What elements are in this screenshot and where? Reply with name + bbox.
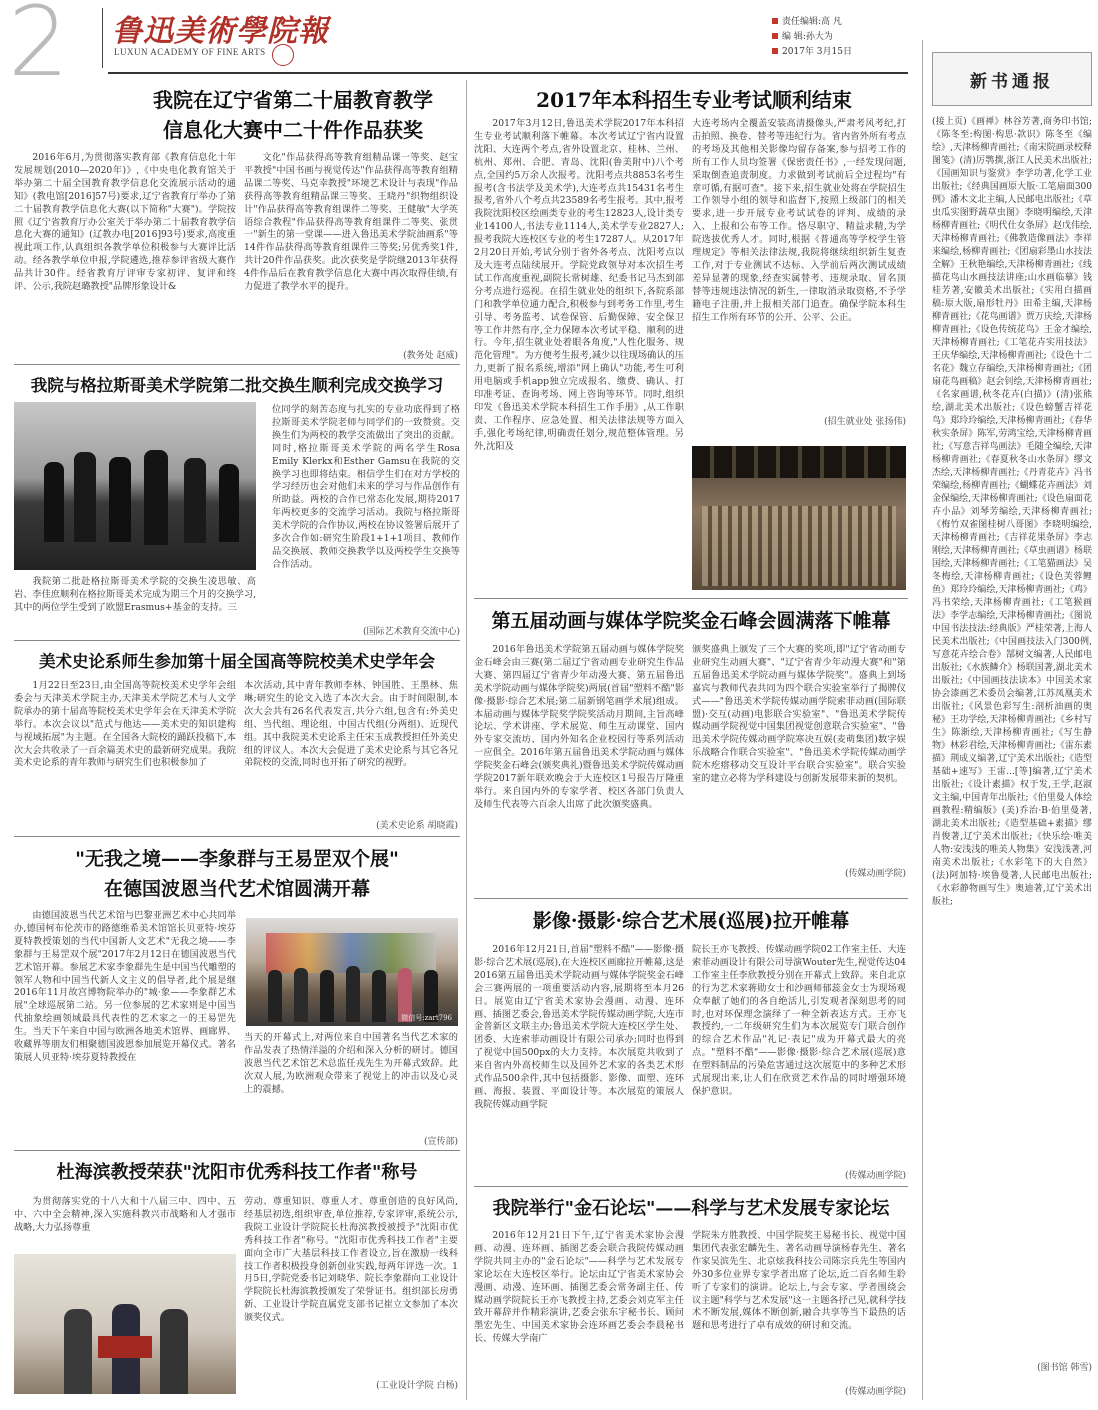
article9-byline: (传媒动画学院) xyxy=(844,1387,906,1397)
article4-col1: 1月22日至23日,由全国高等院校美术史学年会组委会与天津美术学院主办,天津美术学院艺术与人文学院承办的第十届高等院校美术史学年会在天津美术学院举行。本次会议以"范式与他达——美术史的知识建构与视域拓展"为主题。在全国各大院校的踊跃投稿下,本次大会共收录了一百余篇美术史的最新研究成果。我院美术史论系的青年教师与研究生们也积极参加了 xyxy=(14,680,236,769)
article6-title-line1: "无我之境——李象群与王易罡双个展" xyxy=(75,848,399,870)
article3-col1: 我院第二批赴格拉斯哥美术学院的交换生凌思敏、高岩、李佳庶顺利在格拉斯哥美术完成为期三个月的交换学习,其中的两位学生受到了欧盟Erasmus+基金的支持。三 xyxy=(14,576,256,613)
masthead-divider-vertical xyxy=(102,8,103,68)
school-seal xyxy=(272,44,294,66)
page-number: 2 xyxy=(8,0,70,98)
sidebar-title: 新书通报 xyxy=(970,71,1054,92)
paper-title: 鲁迅美術學院報 xyxy=(112,14,329,49)
sidebar-divider xyxy=(922,40,923,1400)
sidebar-byline: (图书馆 韩雪) xyxy=(1037,1363,1092,1373)
article2-title: 2017年本科招生专业考试顺利结束 xyxy=(536,88,852,112)
article9-col1: 2016年12月21日下午,辽宁省美术家协会漫画、动漫、连环画、插图艺委会联合我院传媒动画学院共同主办的"金石论坛"——科学与艺术发展专家论坛在大连校区举行。论坛由辽宁省美术家协会漫画、动漫、连环画、插图艺委会常务副主任、传媒动画学院院长王亦飞教授主持,艺委会刘克军主任致开幕辞并作精彩演讲,艺委会张东宇秘书长、顾问墨宏先生、中国美术家协会连环画艺委会李晨秘书长、传媒大学南广 xyxy=(474,1230,684,1345)
divider-a4-a6 xyxy=(14,836,460,837)
article2-col1: 2017年3月12日,鲁迅美术学院2017年本科招生专业考试顺利落下帷幕。本次考试辽宁省内设置沈阳、大连两个考点,省外设置北京、桂林、兰州、杭州、郑州、合肥、青岛、沈阳(鲁美附中)八个考点,全国约5万余人次报考。沈阳考点共8853名考生报考(含书法学及美术学),大连考点共15431名考生报考,省外八个考点共23589名考生报考。其中,报考我院沈阳校区绘画类专业的考生12823人,设计类专业14100人,书法专业1114人,美术学专业2827人;报考我院大连校区专业的考生17287人。从2017年2月20日开始,考试分别于省外各考点、沈阳考点以及大连考点陆续展开。学院党政领导对本次招生考试工作高度重视,副院长常树雄、纪委书记马杰到部分考点进行巡视。在招生就业处的组织下,各院系部门和教学单位通力配合,积极参与到考务工作里,考生引导、考务监考、试卷保管、后勤保障、安全保卫等工作井然有序,全力保障本次考试平稳、顺利的进行。今年,招生就业处着眼各角度,"人性化服务、规范化管理"。为方便考生报考,减少以往现场确认的压力,更新了报名系统,增添"网上确认"功能,考生可利用电脑或手机app独立完成报名、缴费、确认、打印准考证、查询考场、网上咨询等环节。同时,组织印发《鲁迅美术学院本科招生工作手册》,从工作职责、工作程序、应急处置、相关法律法规等方面入手,强化考场纪律,明确责任划分,规范整体管理。另外,沈阳及 xyxy=(474,118,684,452)
exhibition-opening-photo xyxy=(246,918,458,1026)
masthead-rule xyxy=(108,72,908,74)
article7-title: 影像·摄影·综合艺术展(巡展)拉开帷幕 xyxy=(532,910,850,932)
article8-col1: 为贯彻落实党的十八大和十八届三中、四中、五中、六中全会精神,深入实施科教兴市战略和人才强市战略,大力弘扬尊重 xyxy=(14,1196,236,1233)
divider-a6-a8 xyxy=(14,1150,460,1151)
exchange-students-photo xyxy=(14,402,256,570)
article1-title-line1: 我院在辽宁省第二十届教育教学 xyxy=(153,88,433,112)
article6-byline: (宣传部) xyxy=(423,1137,458,1147)
article7-byline: (传媒动画学院) xyxy=(844,1171,906,1181)
article1-col1: 2016年6月,为贯彻落实教育部《教育信息化十年发展规划(2010—2020年)》,《中央电化教育馆关于举办第二十届全国教育教学信息化交流展示活动的通知》(教电馆[2016]57号)要求,辽宁省教育厅举办了第二十届教育教学信息化大赛(以下简称"大赛")。学院按照《辽宁省教育厅办公室关于举办第二十届教育教学信息化大赛的通知》(辽教办电[2016]93号)要求,高度重视此项工作,认真组织各教学单位积极参与大赛评比活动。经各教学单位申报,学院遴选,推荐参评省级大赛作品共计30件。经省教育厅评审专家初评、复评和终评、公示,我院赵璐教授"品牌形象设计& xyxy=(14,152,236,293)
divider-a5-a7 xyxy=(474,898,908,899)
article5-title: 第五届动画与媒体学院奖金石峰会圆满落下帷幕 xyxy=(491,610,891,632)
article4-title: 美术史论系师生参加第十届全国高等院校美术史学年会 xyxy=(39,652,435,671)
article2-byline: (招生就业处 张扬伟) xyxy=(824,417,906,427)
article3-col2: 位同学的刻苦态度与扎实的专业功底得到了格拉斯哥美术学院老师与同学们的一致赞赏。交换生们为两校的教学交流做出了突出的贡献。同时,格拉斯哥美术学院的两名学生Rosa Emily Klerkx和Esther Gamsu在我院的交换学习也即将结束。相信学生们在对方学校的学习经历也会对他们未来的学习与作品创作有所助益。两校的合作已常态化发展,期待2017年两校更多的交流学习活动。我院与格拉斯哥美术学院的合作协议,两校在协议签署后展开了多次合作如:研究生阶段1+1+1项目、教师作品交换展、教师交换教学以及两校学生交换等合作活动。 xyxy=(272,404,460,570)
editor-line-1: 责任编辑:高 凡 xyxy=(772,14,842,27)
divider-a7-a9 xyxy=(474,1186,908,1187)
article5-col1: 2016年鲁迅美术学院第五届动画与媒体学院奖金石峰会由三赛(第二届辽宁省动画专业研究生作品大赛、第四届辽宁省青少年动漫大赛、第五届鲁迅美术学院动画与媒体学院奖)两展(首届"塑料不酷"影像·摄影·综合艺术展;第二届新钢笔画学术展)组成。本届动画与媒体学院奖学院奖活动月期间,主旨高峰论坛、学术讲座、学术展览、师生互动课堂、国内外专家交流坊、国内外知名企业校园行等系列活动一应俱全。2016年第五届鲁迅美术学院动画与媒体学院奖金石峰会(颁奖典礼)暨鲁迅美术学院传媒动画学院2017新年联欢晚会于大连校区1号报告厅隆重举行。来自国内外的专家学者、校区各部门负责人及师生代表等六百余人出席了此次颁奖盛典。 xyxy=(474,644,684,810)
article6-col2: 当天的开幕式上,对两位来自中国著名当代艺术家的作品发表了热情洋溢的介绍和深入分析的研讨。德国波恩当代艺术馆艺术总监任戎先生为开幕式致辞。此次双人展,为欧洲观众带来了视觉上的冲击以及心灵上的震撼。 xyxy=(244,1032,458,1095)
exam-hall-photo xyxy=(692,446,906,590)
article7-col2: 院长王亦飞教授、传媒动画学院02工作室主任、大连索菲动画设计有限公司导演Wouter先生,视觉传达04工作室主任李欣教授分别在开幕式上致辞。来自北京的行为艺术家蒋勋女士和沙画师郁蕊金女士为现场观众奉献了她们的各自绝活儿,引发观者深刻思考的同时,也对环保理念演绎了一种全新表达方式。王亦飞教授约,一二年级研究生们为本次展览专门联合创作的综合艺术作品"礼记·表记"成为开幕式最大的亮点。"塑料不酷"——影像·摄影·综合艺术展(巡展)意在塑料制品的污染危害通过这次展览中的多种艺术形式展现出来,让人们在欣赏艺术作品的同时增强环境保护意识。 xyxy=(692,944,906,1097)
article4-byline: (美术史论系 胡晓霞) xyxy=(376,821,458,831)
sidebar-book-list: (接上页)《画禅》林谷芳著,商务印书馆;《陈冬至:构图·构思·款识》陈冬至《编绘》,天津杨柳青画社;《南宋院画录校释图笺》(清)厉鹗撰,浙江人民美术出版社;《国画知识与鉴赏》李学功著,化学工业出版社;《经典国画原大版·工笔扇面300例》潘木文北主编,人民邮电出版社;《草虫瓜实图野蔬草虫图》李晓明编绘,天津杨柳青画社;《明代仕女条屏》赵戊伟绘,天津杨柳青画社;《佛教造像画法》李祥来编绘,杨柳青画社;《团扇彩墨山水技法全解》王秋艳编绘,天津杨柳青画社;《线描花鸟山水画技法讲座;山水画临摹》钱桂芳著,安徽美术出版社;《实用白描画稿:原大版,扇形牡丹》田希主编,天津杨柳青画社;《花鸟画谱》贾万庆绘,天津杨柳青画社;《设色传统花鸟》王金才编绘,天津杨柳青画社;《工笔花卉实用技法》王庆华编绘,天津杨柳青画社;《设色十二名花》魏立存编绘,天津杨柳青画社;《团扇花鸟画稿》赵会钊绘,天津杨柳青画社;《名家画谱,秋冬花卉(白描)》(清)张熊绘,湖北美术出版社;《设色螃蟹吉祥花鸟》郑玲玲编绘,天津杨柳青画社;《春华秋实条屏》陈军,劳鸿宝绘,天津杨柳青画社;《写意吉祥鸟画法》毛随全编绘,天津杨柳青画社;《春夏秋冬山水条屏》缪文杰绘,天津杨柳青画社;《丹青花卉》冯书荣编绘,杨柳青画社;《蝴蝶花卉画法》刘金保编绘,天津杨柳青画社;《设色扇面花卉小品》刘琴芳编绘,天津杨柳青画社;《梅竹双雀图桂树八哥图》李晓明编绘,天津杨柳青画社;《吉祥花果条屏》李志刚绘,天津杨柳青画社;《草虫画谱》杨联国绘,天津杨柳青画社;《工笔猫画法》吴冬梅绘,天津杨柳青画社;《设色芙蓉鲤鱼》郑玲玲编绘,天津杨柳青画社;《鸡》冯书荣绘,天津杨柳青画社;《工笔猴画法》李学志编绘,天津杨柳青画社;《图说中国书法技法:经典版》严桂荣著,上海人民美术出版社;《中国画技法入门300例,写意花卉绘合卷》郜树文编著,人民邮电出版社;《水族鳞介》杨联国著,湖北美术出版社;《中国画技法读本》中国美术家协会漆画艺术委员会编著,江苏凤凰美术出版社;《风景色彩写生:剖析油画的奥秘》王功学绘,天津杨柳青画社;《乡村写生》陈渐绘,天津杨柳青画社;《写生静物》林彩君绘,天津杨柳青画社;《雷东素描》荆成义编著,辽宁美术出版社;《造型基础+速写》王雷...[等]编著,辽宁美术出版社;《设计素描》权于发,王学,赵淑文主编,中国青年出版社;《伯里曼人体绘画教程:精编版》(美)乔治·B·伯里曼著,湖北美术出版社;《造型基础+素描》缪肖俊著,辽宁美术出版社;《快乐绘·唯美人物:安浅浅的唯美人物集》安浅浅著,河南美术出版社;《水彩笔下的大自然》(法)阿加特·埃鲁曼著,人民邮电出版社;《水彩静物画写生》奥迪著,辽宁美术出版社; xyxy=(932,117,1092,907)
sidebar-title-box xyxy=(932,52,1092,106)
award-ceremony-photo xyxy=(14,1254,236,1394)
article8-byline: (工业设计学院 白杨) xyxy=(376,1381,458,1391)
article5-col2: 颁奖盛典上颁发了三个大赛的奖项,即"辽宁省动画专业研究生动画大赛"、"辽宁省青少年动漫大赛"和"第五届鲁迅美术学院动画与媒体学院奖"。盛典上到场嘉宾与教师代表共同为四个联合实验室举行了揭牌仪式——"鲁迅美术学院传媒动画学院索菲动画(国际联盟)·交互(动画)电影联合实验室"、"鲁迅美术学院传媒动画学院视觉中国集团视觉创意联合实验室"、"鲁迅美术学院传媒动画学院寒决互娱(麦萌集团)数字娱乐战略合作联合实验室"、"鲁迅美术学院传媒动画学院木疙瘩移动交互设计平台联合实验室"。联合实验室的建立必将为学科建设与创新发展带来新的契机。 xyxy=(692,644,906,785)
article8-title: 杜海滨教授荣获"沈阳市优秀科技工作者"称号 xyxy=(56,1162,418,1183)
article8-col2: 劳动、尊重知识、尊重人才、尊重创造的良好风尚,经基层初选,组织审查,单位推荐,专家评审,系统公示,我院工业设计学院院长杜海滨教授被授予"沈阳市优秀科技工作者"称号。"沈阳市优秀科技工作者"主要面向全市广大基层科技工作者设立,旨在激励一线科技工作者积极投身创新创业实践,每两年评选一次。1月5日,学院党委书记刘晓华、院长李象群向工业设计学院院长杜海滨教授颁发了荣誉证书。组织部长房勇新、工业设计学院直属党支部书记崔立文参加了本次颁奖仪式。 xyxy=(244,1196,458,1324)
article9-col2: 学院朱方胜教授、中国学院奖王易秘书长、视觉中国集团代表张宏麟先生、著名动画导演杨春先生、著名作家吴滨先生、北京炫我科技公司陈宗兵先生等国内外30多位业界专家学者出席了论坛,近二百名师生聆听了专家们的演讲。论坛上,与会专家、学者围绕会议主题"科学与艺术发展"这一主题各抒己见,就科学技术不断发展,媒体不断创新,融合共享等当下最热的话题和思考进行了卓有成效的研讨和交流。 xyxy=(692,1230,906,1332)
article6-title-line2: 在德国波恩当代艺术馆圆满开幕 xyxy=(103,878,370,900)
article1-title-line2: 信息化大赛中二十件作品获奖 xyxy=(163,118,423,142)
issue-date: 2017年 3月15日 xyxy=(772,44,852,57)
editor-line-2: 编 辑:孙大为 xyxy=(772,29,833,42)
article4-col2: 本次活动,其中青年教师李林、钟国胜、王墨林、焦琳;研究生的论文入选了本次大会。由于时间限制,本次大会共有26名代表发言,共分六组,包含有:外美史组、当代组、理论组、中国古代组(分两组)、近现代组。其中我院美术史论系主任宋玉成教授担任外美史组的评议人。本次大会促进了美术史论系与其它各兄弟院校的交流,同时也开拓了研究的视野。 xyxy=(244,680,458,769)
article3-title: 我院与格拉斯哥美术学院第二批交换生顺利完成交换学习 xyxy=(30,376,444,395)
article2-col2: 大连考场内全覆盖安装高清摄像头,严肃考风考纪,打击拍照、换卷、替考等违纪行为。省内省外所有考点的考场及其他相关影像均留存备案,参与招考工作的所有工作人员均签署《保密责任书》,一经发现问题,采取倒查追责制度。力求做到考试前后全过程均"有章可循,有据可查"。接下来,招生就业处将在学院招生工作领导小组的领导和监督下,按照上级部门的相关要求,进一步开展专业考试试卷的评判、成绩的录入、上报和公布等工作。恪尽职守、精益求精,为学院选拔优秀人才。同时,根据《普通高等学校学生管理规定》等相关法律法规,我院将继续组织新生复查工作,对于专业测试不达标、入学前后两次测试成绩差异显著的现象,经查实属替考、违规录取、冒名顶替等违规违法情况的新生,一律取消录取资格,不予学籍电子注册,并上报相关部门追查。确保学院本科生招生工作所有环节的公开、公平、公正。 xyxy=(692,118,906,323)
article9-title: 我院举行"金石论坛"——科学与艺术发展专家论坛 xyxy=(492,1198,890,1219)
divider-a3-a4 xyxy=(14,640,460,641)
article3-byline: (国际艺术教育交流中心) xyxy=(362,627,460,637)
article6-col1: 由德国波恩当代艺术馆与巴黎亚洲艺术中心共同举办,德国柯布伦茨市的路德维希美术馆馆长贝亚特·埃芬夏特教授策划的当代中国新人文艺术"无我之境——李象群与王易罡双个展"2017年2月12日在德国波恩当代艺术馆开幕。参展艺术家李象群先生是中国当代雕塑的领军人物和中国当代新人文主义的倡导者,此个展是继2016年11月故宫博物院举办的"城·象——李象群艺术展"全球巡展第二站。另一位参展的艺术家则是中国当代抽象绘画领域最具代表性的艺术家之一的王易罡先生。当天下午来自中国与欧洲各地美术馆界、画廊界、收藏界等朋友们相聚德国波恩参加展览开幕仪式。著名策展人贝亚特·埃芬夏特教授在 xyxy=(14,910,236,1063)
column-divider-middle xyxy=(466,80,467,1400)
divider-a1-a3 xyxy=(14,364,460,365)
article5-byline: (传媒动画学院) xyxy=(844,869,906,879)
photo-watermark: 微信号:zart796 xyxy=(401,1014,452,1022)
paper-english-name: LUXUN ACADEMY OF FINE ARTS xyxy=(114,47,266,57)
article7-col1: 2016年12月21日,首届"塑料不酷"——影像·摄影·综合艺术展(巡展),在大连校区画廊拉开帷幕,这是2016第五届鲁迅美术学院动画与媒体学院奖金石峰会三赛两展的一项重要活动内容,展期将至本月26日。展览由辽宁省美术家协会漫画、动漫、连环画、插图艺委会,鲁迅美术学院传媒动画学院,大连市金普新区文联主办;鲁迅美术学院大连校区学生处、团委、大连索菲动画设计有限公司承办;同时也得到了视觉中国500px的大力支持。本次展览共收到了来自省内外高校师生以及国外艺术家的各类艺术形式作品500余件,其中包括摄影、影像、面塑、连环画、海报、装置、平面设计等。本次展览的策展人我院传媒动画学院 xyxy=(474,944,684,1110)
article1-col2: 文化"作品获得高等教育组精品课一等奖、赵宝平教授"中国书画与视觉传达"作品获得高等教育组精品课二等奖、马克幸教授"环境艺术设计与表现"作品获得高等教育组精品课三等奖、王晓丹"织物组织设计"作品获得高等教育组课件二等奖、王健敏"大学英语综合教程"作品获得高等教育组课件二等奖、张贯一"新生的第一堂课——进入鲁迅美术学院油画系"等14件作品获得高等教育组课件三等奖;另优秀奖1件,共计20件作品获奖。此次获奖是学院继2013年获得4件作品后在教育教学信息化大赛中再次取得佳绩,有力促进了教学水平的提升。 xyxy=(244,152,458,293)
divider-a2-a5 xyxy=(474,598,908,599)
article1-byline: (教务处 赵威) xyxy=(403,351,458,361)
